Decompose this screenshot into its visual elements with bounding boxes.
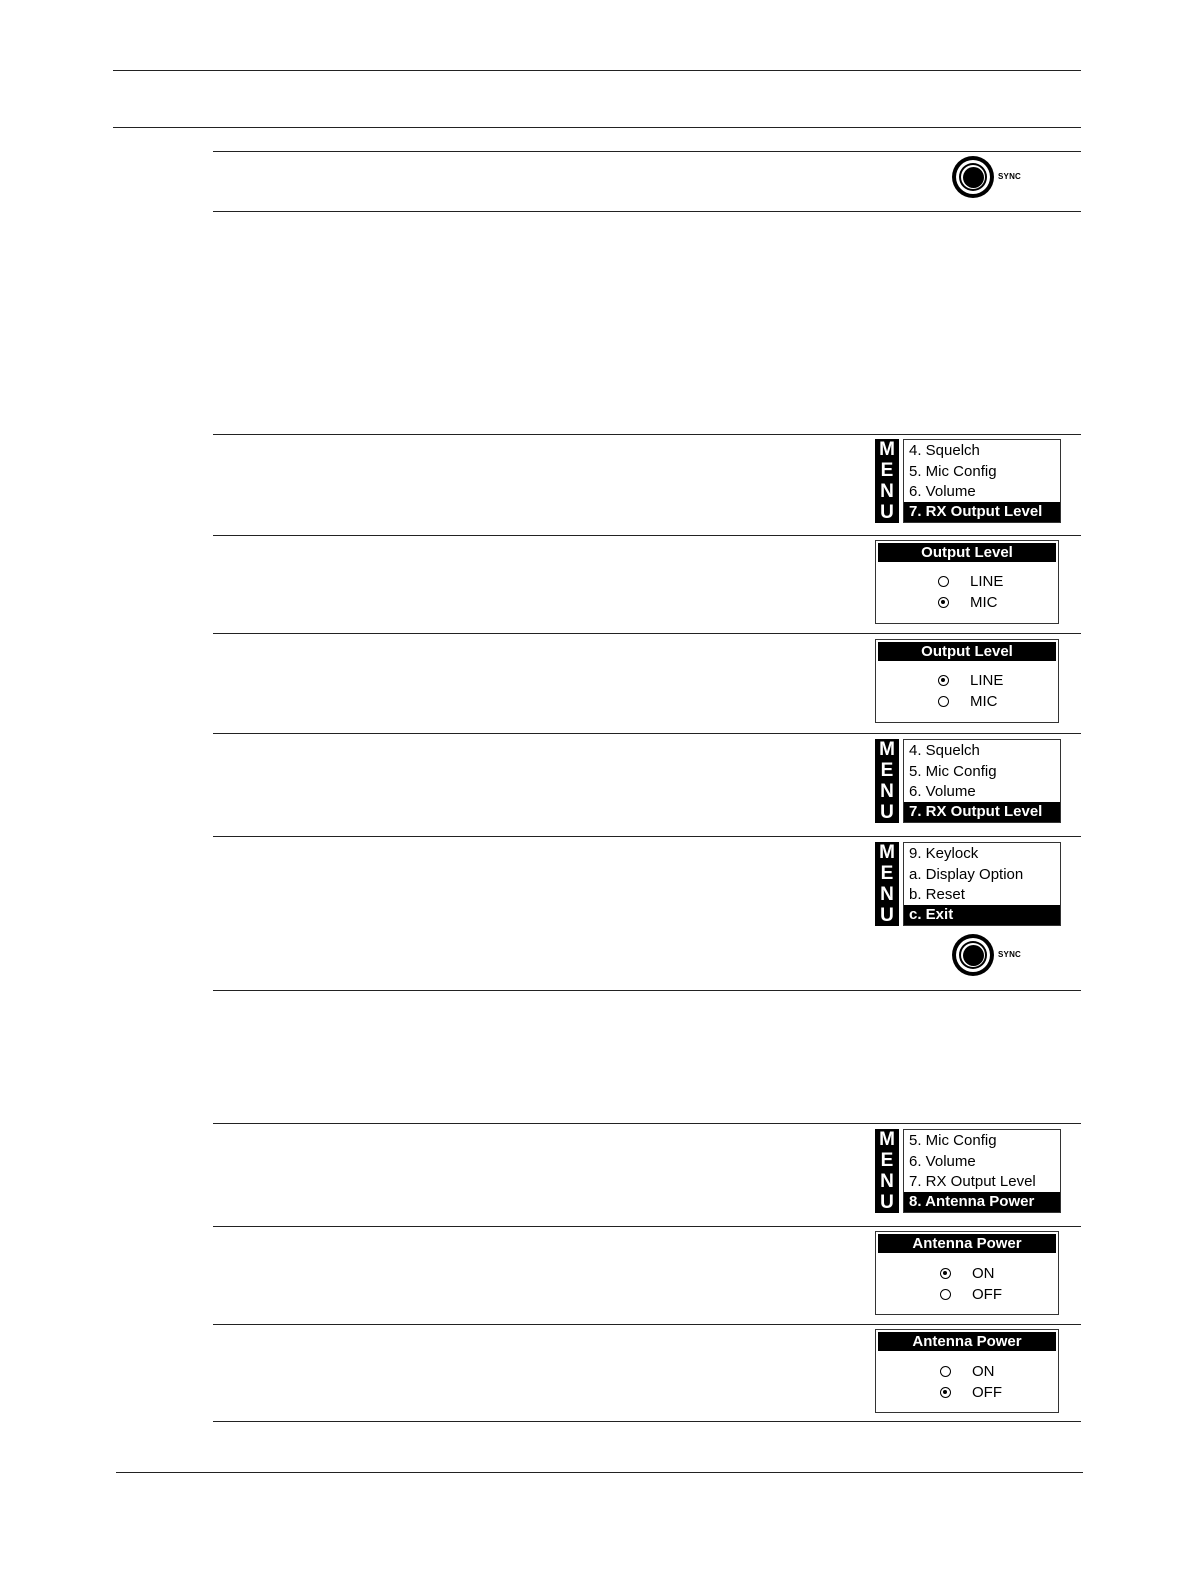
dialog-title: Output Level (878, 543, 1056, 562)
dialog-title: Antenna Power (878, 1234, 1056, 1253)
menu-item[interactable]: 5. Mic Config (909, 763, 997, 780)
table-rule (213, 1226, 1081, 1227)
table-rule (213, 1421, 1081, 1422)
option-line[interactable]: LINE (938, 671, 1038, 691)
table-rule (213, 1123, 1081, 1124)
table-rule (213, 633, 1081, 634)
radio-checked-icon (940, 1268, 951, 1279)
footer-rule (116, 1472, 1083, 1473)
table-rule (213, 1324, 1081, 1325)
option-off[interactable]: OFF (940, 1383, 1040, 1403)
radio-checked-icon (940, 1387, 951, 1398)
antenna-power-dialog (875, 1329, 1059, 1413)
header-rule-bottom (113, 127, 1081, 128)
output-level-dialog (875, 540, 1059, 624)
radio-unchecked-icon (940, 1289, 951, 1300)
menu-item-selected[interactable]: 7. RX Output Level (904, 502, 1060, 522)
option-mic[interactable]: MIC (938, 593, 1038, 613)
dialog-title: Antenna Power (878, 1332, 1056, 1351)
menu-item-selected[interactable]: 8. Antenna Power (904, 1192, 1060, 1212)
option-off[interactable]: OFF (940, 1285, 1040, 1305)
menu-letters: M E N U (875, 842, 899, 926)
menu-item[interactable]: 5. Mic Config (909, 1132, 997, 1149)
option-mic[interactable]: MIC (938, 692, 1038, 712)
radio-unchecked-icon (940, 1366, 951, 1377)
menu-item[interactable]: 6. Volume (909, 483, 976, 500)
radio-checked-icon (938, 597, 949, 608)
table-rule (213, 434, 1081, 435)
menu-item[interactable]: 9. Keylock (909, 845, 979, 862)
sync-button[interactable] (952, 156, 1052, 204)
menu-item[interactable]: 5. Mic Config (909, 463, 997, 480)
menu-list (903, 842, 1061, 926)
menu-item[interactable]: b. Reset (909, 886, 965, 903)
menu-item[interactable]: 6. Volume (909, 783, 976, 800)
option-on[interactable]: ON (940, 1362, 1040, 1382)
menu-item[interactable]: 7. RX Output Level (909, 1173, 1036, 1190)
sync-knob-icon (952, 934, 994, 976)
radio-checked-icon (938, 675, 949, 686)
menu-screen (875, 1129, 1061, 1215)
table-rule (213, 733, 1081, 734)
menu-screen (875, 842, 1061, 928)
table-rule (213, 211, 1081, 212)
menu-item[interactable]: 4. Squelch (909, 742, 980, 759)
table-rule (213, 836, 1081, 837)
menu-list (903, 439, 1061, 523)
radio-unchecked-icon (938, 576, 949, 587)
sync-label: SYNC (998, 950, 1022, 959)
radio-unchecked-icon (938, 696, 949, 707)
menu-letters: M E N U (875, 739, 899, 823)
menu-letters: M E N U (875, 439, 899, 523)
menu-letters: M E N U (875, 1129, 899, 1213)
table-rule (213, 151, 1081, 152)
header-rule-top (113, 70, 1081, 71)
menu-item[interactable]: a. Display Option (909, 866, 1024, 883)
menu-list (903, 1129, 1061, 1213)
output-level-dialog (875, 639, 1059, 723)
menu-list (903, 739, 1061, 823)
menu-item[interactable]: 6. Volume (909, 1153, 976, 1170)
menu-item-selected[interactable]: 7. RX Output Level (904, 802, 1060, 822)
option-line[interactable]: LINE (938, 572, 1038, 592)
table-rule (213, 990, 1081, 991)
menu-item[interactable]: 4. Squelch (909, 442, 980, 459)
antenna-power-dialog (875, 1231, 1059, 1315)
menu-screen (875, 739, 1061, 825)
table-rule (213, 535, 1081, 536)
menu-item-selected[interactable]: c. Exit (904, 905, 1060, 925)
option-on[interactable]: ON (940, 1264, 1040, 1284)
sync-button[interactable] (952, 934, 1052, 982)
sync-label: SYNC (998, 172, 1022, 181)
sync-knob-icon (952, 156, 994, 198)
dialog-title: Output Level (878, 642, 1056, 661)
menu-screen (875, 439, 1061, 525)
